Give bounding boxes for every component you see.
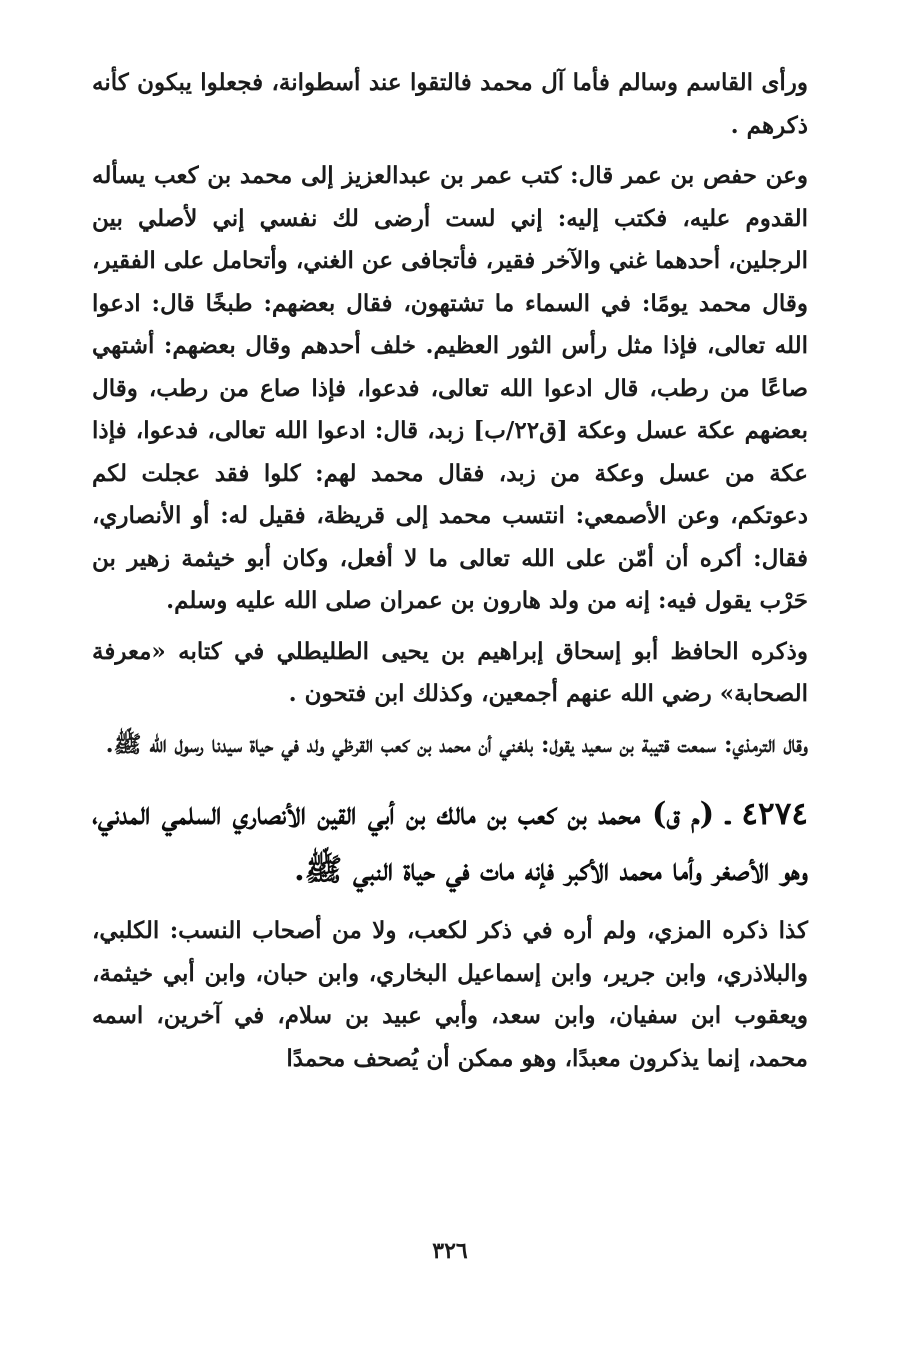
page-number: ٣٢٦ (432, 1238, 468, 1264)
paragraph-2: وعن حفص بن عمر قال: كتب عمر بن عبدالعزيز إلى محمد بن كعب يسأله القدوم عليه، فكتب إليه: إني لست أرضى لك نفسي إني لأصلي بين الرجلين، أحدهما غني والآخر فقير، فأتجافى عن الغني، وأتحامل على الفقير، وقال محمد يومًا: في السماء ما تشتهون، فقال بعضهم: طبخًا قال: ادعوا الله تعالى، فإذا مثل رأس الثور العظيم. خلف أحدهم وقال بعضهم: أشتهي صاعًا من رطب، قال ادعوا الله تعالى، فدعوا، فإذا صاع من رطب، وقال بعضهم عكة عسل وعكة [ق٢٢/ب] زبد، قال: ادعوا الله تعالى، فدعوا، فإذا عكة من عسل وعكة من زبد، فقال محمد لهم: كلوا فقد عجلت لكم دعوتكم، وعن الأصمعي: انتسب محمد إلى قريظة، فقيل له: أو الأنصاري، فقال: أكره أن أمّن على الله تعالى ما لا أفعل، وكان أبو خيثمة زهير بن حَرْب يقول فيه: إنه من ولد هارون بن عمران صلى الله عليه وسلم. (92, 162, 808, 614)
paragraph-5: كذا ذكره المزي، ولم أره في ذكر لكعب، ولا من أصحاب النسب: الكلبي، والبلاذري، وابن جرير، وابن إسماعيل البخاري، وابن حبان، وابن أبي خيثمة، ويعقوب ابن سفيان، وابن سعد، وأبي عبيد بن سلام، في آخرين، اسمه محمد، إنما يذكرون معبدًا، وهو ممكن أن يُصحف محمدًا (92, 917, 808, 1072)
section-gap (92, 774, 808, 778)
paragraph-1: ورأى القاسم وسالم فأما آل محمد فالتقوا عند أسطوانة، فجعلوا يبكون كأنه ذكرهم . (92, 69, 808, 139)
entry-heading: ٤٢٧٤ ـ (م ق) محمد بن كعب بن مالك بن أبي القين الأنصاري السلمي المدني، وهو الأصغر وأما محمد الأكبر فإنه مات في حياة النبي ﷺ. (92, 796, 808, 888)
page-body (92, 62, 808, 1088)
paragraph-3: وذكره الحافظ أبو إسحاق إبراهيم بن يحيى الطليطلي في كتابه «معرفة الصحابة» رضي الله عنهم أجمعين، وكذلك ابن فتحون . (92, 637, 808, 707)
paragraph-4: وقال الترمذي: سمعت قتيبة بن سعيد يقول: بلغني أن محمد بن كعب القرظي ولد في حياة سيدنا رسول الله ﷺ. (105, 730, 808, 758)
